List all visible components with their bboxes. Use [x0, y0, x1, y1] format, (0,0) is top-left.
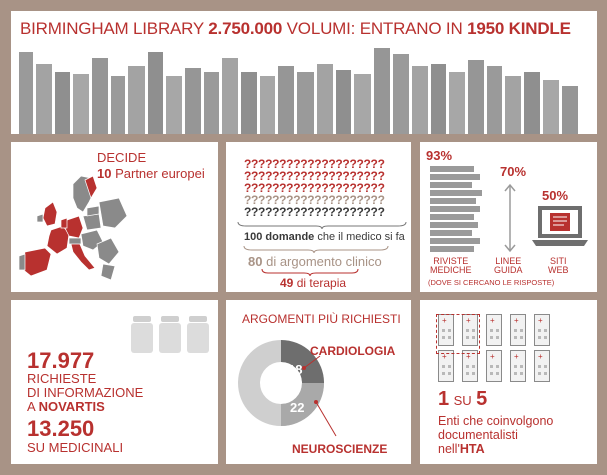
medicines-text: SU MEDICINALI: [27, 440, 124, 455]
window-icon: [538, 336, 541, 339]
therapy-text: di terapia: [296, 276, 347, 290]
book-spine: [562, 86, 578, 134]
book-spine: [260, 76, 275, 134]
window-icon: [514, 372, 517, 375]
book-spine: [148, 52, 163, 134]
window-icon: [544, 365, 547, 368]
book-spine: [278, 66, 294, 134]
window-icon: [544, 372, 547, 375]
hta-line1: Enti che coinvolgono: [438, 414, 554, 428]
headline-kindle-word: KINDLE: [508, 19, 571, 38]
hospital-building-icon: [438, 350, 454, 382]
headline-text-1: BIRMINGHAM LIBRARY: [20, 19, 204, 38]
book-spine: [543, 80, 559, 134]
hta-line3-pre: nell': [438, 442, 460, 456]
guidelines-arrow-icon: [500, 182, 520, 254]
question-row: ????????????????????: [244, 205, 385, 219]
book-spine: [185, 68, 201, 134]
medicine-bottles-icon: [129, 314, 215, 354]
hta-ratio-su: SU: [453, 393, 472, 408]
book-spine: [241, 72, 257, 134]
sources-note: (DOVE SI CERCANO LE RISPOSTE): [428, 278, 555, 287]
red-cross-icon: +: [466, 316, 471, 325]
window-icon: [514, 336, 517, 339]
hospital-building-icon: [534, 314, 550, 346]
book-spine: [73, 74, 89, 134]
medicines-count: 13.250: [27, 416, 95, 441]
europe-partners-panel: [11, 142, 218, 292]
book-spine: [449, 72, 465, 134]
questions-line-1: [244, 231, 405, 243]
book-spine: [19, 52, 33, 134]
riviste-percentage: 93%: [426, 148, 453, 163]
questions-count: 100 domande: [244, 231, 315, 243]
hospital-building-icon: [462, 350, 478, 382]
window-icon: [496, 329, 499, 332]
window-icon: [520, 372, 523, 375]
window-icon: [490, 336, 493, 339]
requests-line2: DI INFORMAZIONE: [27, 385, 144, 400]
requests-description: [27, 372, 143, 414]
hta-panel: [420, 300, 597, 464]
window-icon: [490, 365, 493, 368]
sources-panel: [420, 142, 597, 292]
book-spine: [431, 64, 446, 134]
cardiologia-label: CARDIOLOGIA: [310, 344, 396, 358]
book-spine: [393, 54, 409, 134]
book-spine: [468, 60, 484, 134]
questions-text: che il medico si fa: [317, 231, 405, 243]
window-icon: [496, 365, 499, 368]
window-icon: [520, 336, 523, 339]
window-icon: [490, 329, 493, 332]
red-cross-icon: +: [514, 316, 519, 325]
decide-label: DECIDE: [97, 150, 147, 165]
riviste-label-line1: RIVISTE: [433, 256, 469, 266]
siti-percentage: 50%: [542, 188, 569, 203]
book-spine: [374, 48, 390, 134]
hta-brand: HTA: [459, 442, 485, 456]
book-spine: [524, 72, 540, 134]
laptop-icon: [532, 204, 592, 254]
window-icon: [448, 372, 451, 375]
novartis-brand: NOVARTIS: [38, 399, 105, 414]
window-icon: [544, 329, 547, 332]
therapy-count: 49: [280, 276, 294, 290]
red-cross-icon: +: [514, 352, 519, 361]
clinical-count: 80: [248, 254, 263, 269]
linee-percentage: 70%: [500, 164, 527, 179]
window-icon: [544, 336, 547, 339]
magazines-stack-icon: [426, 164, 486, 254]
questions-panel: [226, 142, 411, 292]
topics-title: ARGOMENTI PIÙ RICHIESTI: [242, 312, 401, 326]
window-icon: [442, 365, 445, 368]
book-spine: [36, 64, 52, 134]
hta-line2: documentalisti: [438, 428, 518, 442]
siti-label-line1: SITI: [550, 256, 567, 266]
requests-line3: [27, 400, 143, 414]
book-spine: [336, 70, 351, 134]
book-spine: [128, 66, 145, 134]
hospital-building-icon: [486, 350, 502, 382]
partners-count: 10: [97, 166, 112, 181]
headline-volumes-number: 2.750.000: [208, 19, 283, 38]
red-cross-icon: +: [442, 316, 447, 325]
book-spine: [412, 66, 428, 134]
cardiologia-value: 18: [288, 362, 303, 377]
topics-panel: [226, 300, 411, 464]
question-row: ????????????????????: [244, 193, 385, 207]
requests-line3-pre: A: [27, 399, 35, 414]
cardiologia-pointer-icon: [296, 354, 326, 374]
question-row: ????????????????????: [244, 169, 385, 183]
clinical-text: di argomento clinico: [266, 254, 382, 269]
book-spine: [92, 58, 108, 134]
requests-count: 17.977: [27, 348, 95, 373]
window-icon: [442, 372, 445, 375]
window-icon: [538, 329, 541, 332]
hta-line3: [438, 442, 553, 456]
book-spine: [166, 76, 182, 134]
highlighted-building-frame: [436, 314, 480, 354]
window-icon: [514, 365, 517, 368]
window-icon: [466, 365, 469, 368]
hta-ratio-one: 1: [438, 388, 450, 410]
red-cross-icon: +: [466, 352, 471, 361]
hta-ratio: [438, 388, 487, 411]
partners-text: Partner europei: [115, 166, 205, 181]
window-icon: [520, 329, 523, 332]
riviste-label-line2: MEDICHE: [430, 265, 472, 275]
novartis-requests-panel: [11, 300, 218, 464]
window-icon: [520, 365, 523, 368]
window-icon: [466, 372, 469, 375]
red-cross-icon: +: [538, 352, 543, 361]
headline-text-2: VOLUMI: ENTRANO IN: [286, 19, 463, 38]
red-cross-icon: +: [490, 316, 495, 325]
linee-label-line2: GUIDA: [494, 265, 523, 275]
window-icon: [448, 365, 451, 368]
siti-label-line2: WEB: [548, 265, 569, 275]
window-icon: [496, 336, 499, 339]
neuroscienze-value: 22: [290, 400, 305, 415]
europe-map-icon: [11, 172, 131, 292]
window-icon: [472, 365, 475, 368]
hospital-building-icon: [510, 350, 526, 382]
bookshelf-illustration: [19, 41, 591, 134]
hospital-building-icon: [510, 314, 526, 346]
requests-line1: RICHIESTE: [27, 371, 97, 386]
book-spine: [317, 64, 333, 134]
riviste-label: [430, 257, 472, 275]
hta-ratio-five: 5: [476, 388, 488, 410]
neuroscienze-label: NEUROSCIENZE: [292, 442, 388, 456]
book-spine: [297, 72, 314, 134]
window-icon: [490, 372, 493, 375]
hta-description: [438, 414, 553, 456]
linee-label: [494, 257, 523, 275]
neuroscienze-pointer-icon: [306, 392, 346, 440]
book-spine: [354, 74, 371, 134]
book-spine: [505, 76, 521, 134]
siti-label: [548, 257, 569, 275]
question-row: ????????????????????: [244, 157, 385, 171]
brace-icon: [242, 244, 392, 254]
brace-icon: [236, 220, 408, 230]
window-icon: [514, 329, 517, 332]
book-spine: [487, 66, 502, 134]
library-header-panel: [11, 11, 597, 134]
window-icon: [538, 372, 541, 375]
book-spine: [111, 76, 125, 134]
red-cross-icon: +: [442, 352, 447, 361]
red-cross-icon: +: [490, 352, 495, 361]
library-headline: [20, 19, 571, 39]
linee-label-line1: LINEE: [495, 256, 522, 266]
hospital-building-icon: [486, 314, 502, 346]
window-icon: [472, 372, 475, 375]
questions-line-3: [280, 276, 346, 290]
question-row-mixed: ????????????????????: [244, 181, 385, 195]
book-spine: [204, 72, 219, 134]
book-spine: [55, 72, 70, 134]
hospital-building-icon: [534, 350, 550, 382]
window-icon: [496, 372, 499, 375]
red-cross-icon: +: [538, 316, 543, 325]
headline-kindle-number: 1950: [467, 19, 505, 38]
book-spine: [222, 58, 238, 134]
window-icon: [538, 365, 541, 368]
